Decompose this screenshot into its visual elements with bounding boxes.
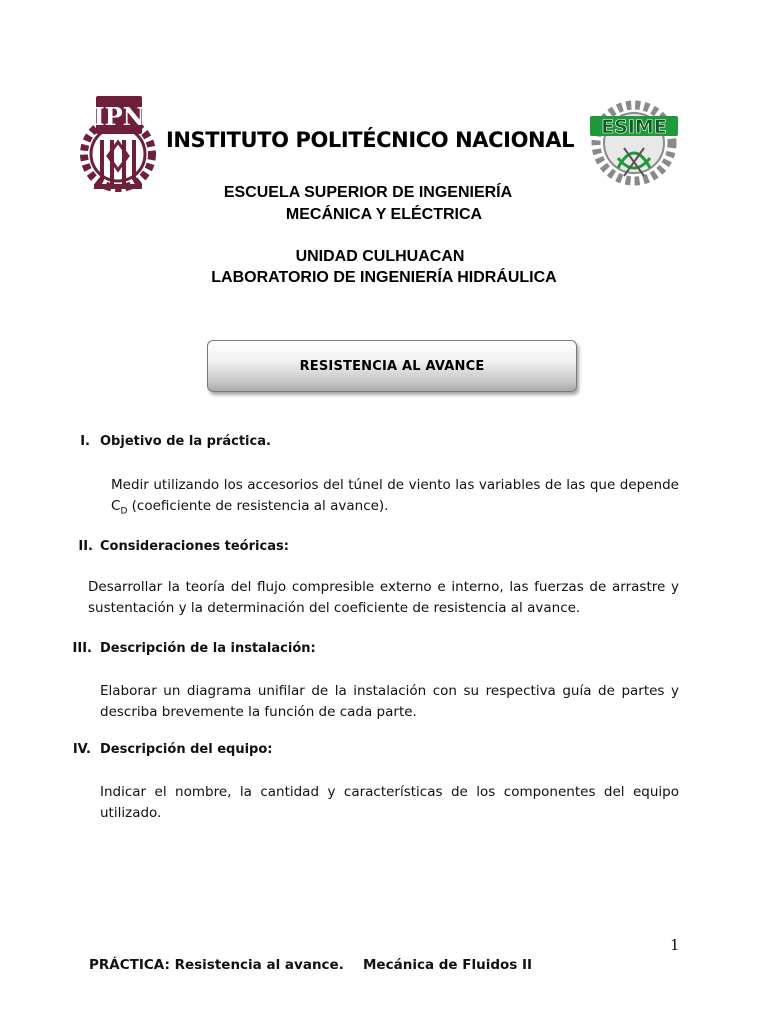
paragraph-line: utilizado. — [100, 805, 162, 821]
paragraph-line: sustentación y la determinación del coeficiente de resistencia al avance. — [88, 600, 581, 616]
svg-text:ESIME: ESIME — [601, 116, 667, 138]
cd-subscript: D — [120, 506, 128, 517]
paragraph-line-rest: (coeficiente de resistencia al avance). — [127, 498, 389, 514]
paragraph-line: Indicar el nombre, la cantidad y características de los componentes del equipo — [100, 784, 679, 800]
section-number: I. — [80, 434, 90, 449]
svg-text:IPN: IPN — [93, 102, 145, 131]
practice-title-box — [207, 340, 577, 392]
section-theory-heading — [0, 539, 700, 559]
section-objective-heading — [0, 434, 700, 454]
section-number: II. — [78, 539, 93, 554]
section-installation-body — [100, 681, 679, 723]
section-equipment-body — [100, 782, 679, 824]
institution-title: INSTITUTO POLITÉCNICO NACIONAL — [165, 128, 575, 152]
paragraph-line — [111, 496, 679, 523]
lab-name: LABORATORIO DE INGENIERÍA HIDRÁULICA — [211, 269, 557, 286]
section-theory-body — [88, 577, 679, 619]
esime-logo — [588, 98, 680, 188]
unit-name: UNIDAD CULHUACAN — [295, 248, 465, 265]
footer-course-name: Mecánica de Fluidos II — [363, 957, 533, 973]
section-equipment-heading — [0, 742, 700, 762]
paragraph-line: Elaborar un diagrama unifilar de la instalación con su respectiva guía de partes y — [100, 683, 679, 699]
school-name-line1: ESCUELA SUPERIOR DE INGENIERÍA — [223, 184, 513, 201]
paragraph-line: Desarrollar la teoría del flujo compresible externo e interno, las fuerzas de arrastre y — [88, 579, 679, 595]
section-title: Objetivo de la práctica. — [100, 434, 271, 449]
section-installation-heading — [0, 641, 700, 661]
footer-practice-label: PRÁCTICA: Resistencia al avance. — [89, 957, 344, 973]
section-title: Consideraciones teóricas: — [100, 539, 289, 554]
section-number: III. — [72, 641, 92, 656]
school-name-line2: MECÁNICA Y ELÉCTRICA — [285, 206, 483, 223]
practice-title: RESISTENCIA AL AVANCE — [299, 358, 485, 374]
paragraph-line: Medir utilizando los accesorios del túnel de viento las variables de las que depende — [111, 477, 679, 493]
section-title: Descripción de la instalación: — [100, 641, 316, 656]
page-number: 1 — [670, 936, 680, 954]
paragraph-line: describa brevemente la función de cada parte. — [100, 704, 417, 720]
section-number: IV. — [72, 742, 91, 757]
section-title: Descripción del equipo: — [100, 742, 273, 757]
section-objective-body — [111, 475, 679, 523]
cd-symbol: C — [111, 498, 121, 514]
